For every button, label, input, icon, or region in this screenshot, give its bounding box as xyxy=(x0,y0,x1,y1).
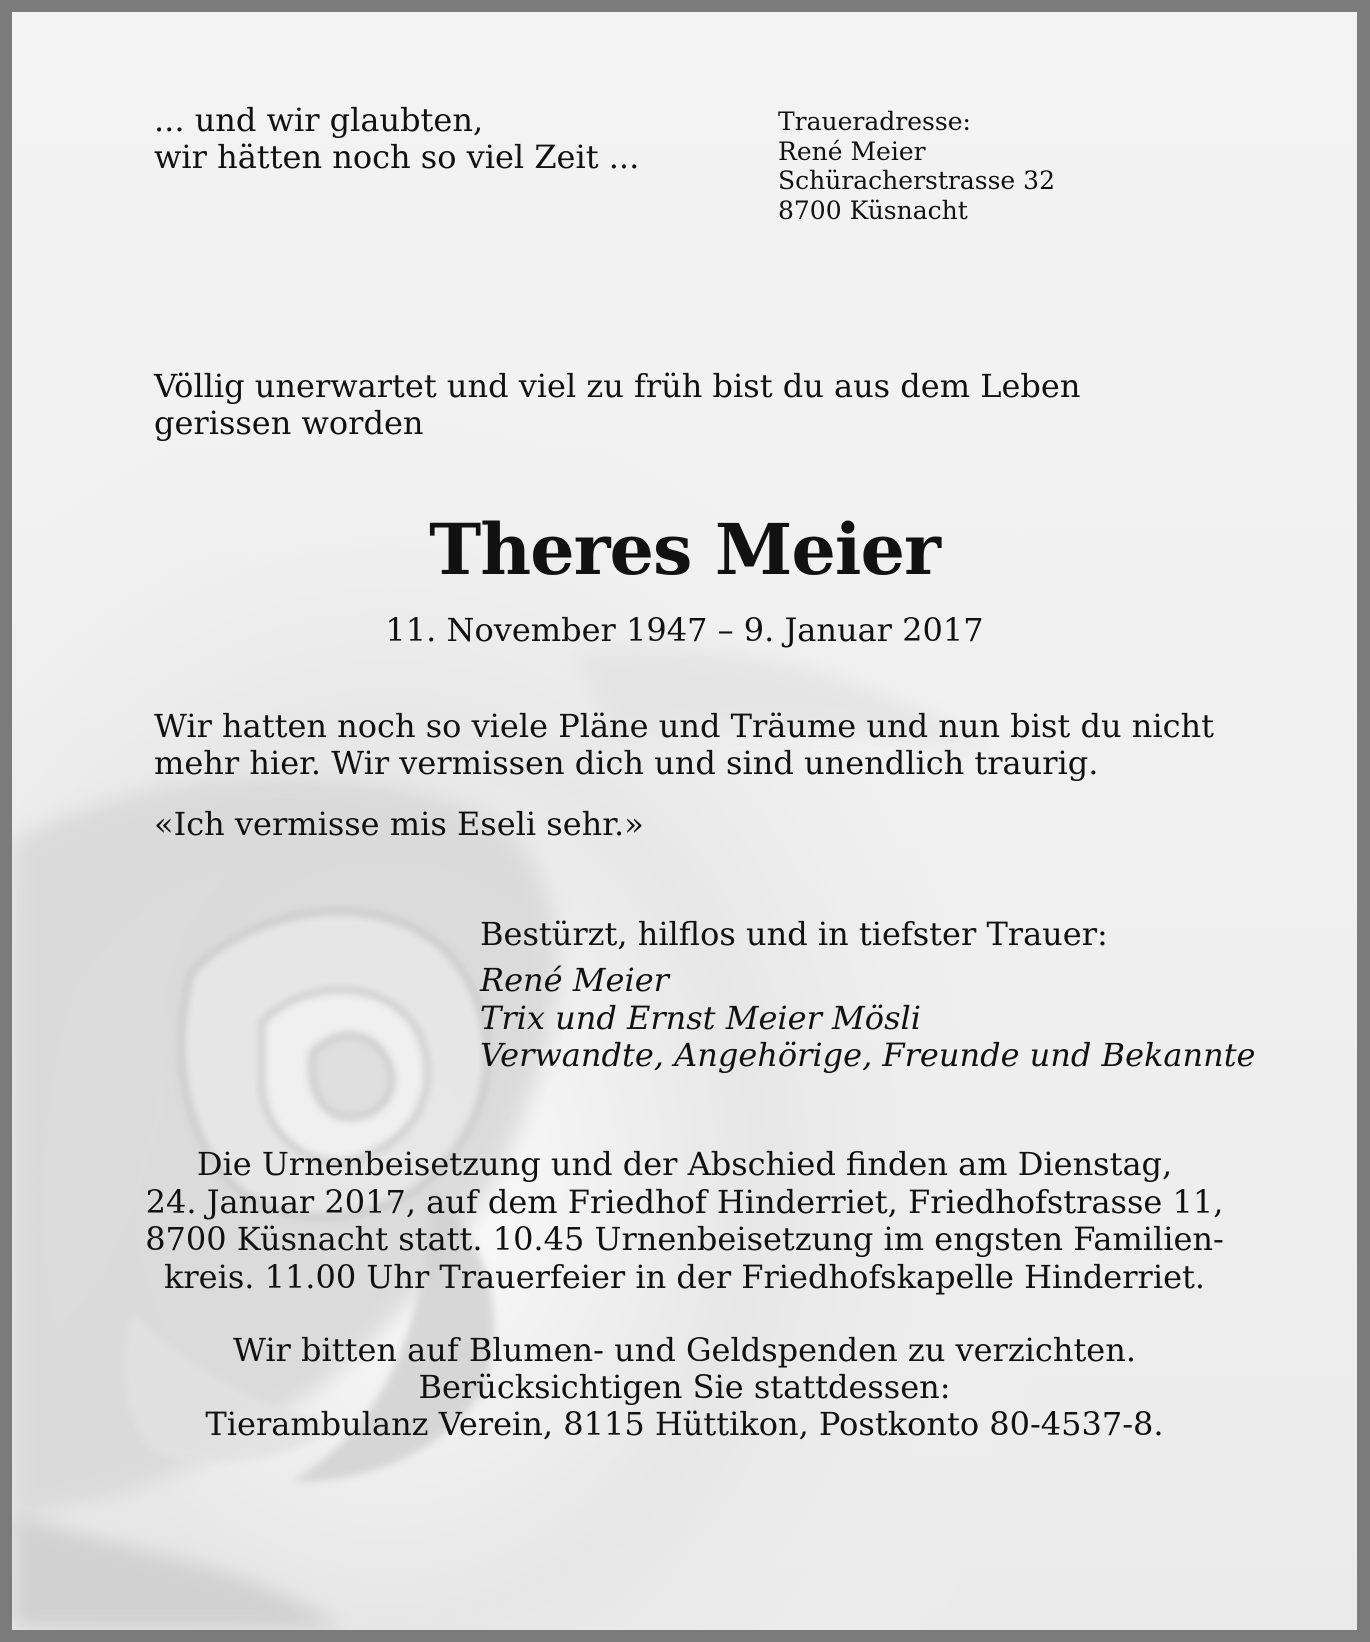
mourners-heading: Bestürzt, hilflos und in tiefster Trauer: xyxy=(480,915,1108,953)
donation-line: Tierambulanz Verein, 8115 Hüttikon, Postkonto 80-4537-8. xyxy=(205,1405,1164,1443)
message-line: Wir hatten noch so viele Pläne und Träume und nun bist du nicht xyxy=(154,707,1214,745)
intro-line: gerissen worden xyxy=(154,404,424,442)
motto-text xyxy=(154,102,639,176)
address-name: René Meier xyxy=(778,136,926,166)
deceased-name: Theres Meier xyxy=(429,508,940,591)
quote-text: «Ich vermisse mis Eseli sehr.» xyxy=(154,805,644,843)
intro-line: Völlig unerwartet und viel zu früh bist du aus dem Leben xyxy=(154,367,1081,405)
mourner-name: Verwandte, Angehörige, Freunde und Bekannte xyxy=(480,1036,1256,1074)
motto-line: ... und wir glaubten, xyxy=(154,101,484,139)
address-label: Traueradresse: xyxy=(778,107,971,136)
message-line: mehr hier. Wir vermissen dich und sind unendlich traurig. xyxy=(154,744,1099,782)
donation-request xyxy=(12,1332,1357,1443)
address-city: 8700 Küsnacht xyxy=(778,195,968,225)
service-details xyxy=(12,1146,1357,1296)
donation-line: Wir bitten auf Blumen- und Geldspenden zu verzichten. xyxy=(232,1331,1137,1369)
intro-text xyxy=(154,368,1080,442)
service-line: Die Urnenbeisetzung und der Abschied finden am Dienstag, xyxy=(196,1145,1173,1183)
donation-line: Berücksichtigen Sie stattdessen: xyxy=(418,1368,951,1406)
motto-line: wir hätten noch so viel Zeit ... xyxy=(154,138,640,176)
mourners-list xyxy=(480,962,1255,1075)
message-text xyxy=(154,708,1214,782)
address-street: Schüracherstrasse 32 xyxy=(778,166,1055,195)
mourner-name: Trix und Ernst Meier Mösli xyxy=(480,998,921,1037)
obituary-page xyxy=(12,12,1357,1630)
service-line: 8700 Küsnacht statt. 10.45 Urnenbeisetzung im engsten Familien- xyxy=(145,1220,1224,1258)
mourning-address xyxy=(778,107,1055,225)
mourner-name: René Meier xyxy=(480,961,669,999)
life-dates: 11. November 1947 – 9. Januar 2017 xyxy=(385,611,984,649)
service-line: 24. Januar 2017, auf dem Friedhof Hinderriet, Friedhofstrasse 11, xyxy=(145,1182,1224,1221)
service-line: kreis. 11.00 Uhr Trauerfeier in der Friedhofskapelle Hinderriet. xyxy=(163,1257,1206,1296)
